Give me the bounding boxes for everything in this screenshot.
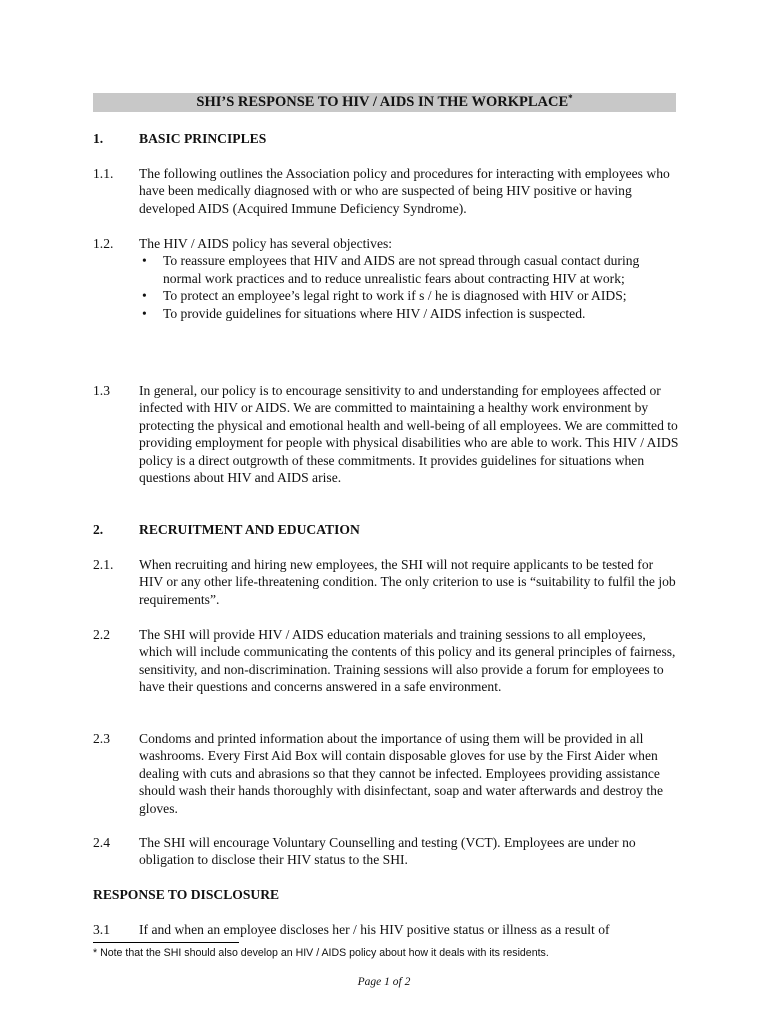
section-2-number: 2. (93, 522, 104, 537)
para-2-2-number: 2.2 (93, 627, 110, 642)
para-2-3 (139, 730, 679, 817)
objectives-list (139, 252, 679, 322)
para-3-1 (139, 921, 679, 938)
objective-item: • To protect an employee’s legal right to work if s / he is diagnosed with HIV or AIDS; (139, 287, 679, 304)
para-2-4 (139, 834, 679, 869)
para-2-1-number: 2.1. (93, 557, 114, 572)
para-2-1 (139, 556, 679, 608)
para-2-4-number: 2.4 (93, 835, 110, 850)
para-2-3-text: Condoms and printed information about the importance of using them will be provided in all washrooms. Every First Aid Box will contain disposable gloves for use by the First Aider when dealing with cuts and abrasions so that they cannot be infected. Employees providing assistance should wash their hands thoroughly with disinfectant, soap and water afterwards and destroy the gloves. (139, 731, 663, 816)
para-2-2 (139, 626, 679, 696)
objective-item: • To reassure employees that HIV and AIDS are not spread through casual contact during normal work practices and to reduce unrealistic fears about contracting HIV at work; (139, 252, 679, 287)
page-number: Page 1 of 2 (357, 976, 411, 988)
para-1-2-text: The HIV / AIDS policy has several objectives: (139, 236, 393, 251)
para-1-2-number: 1.2. (93, 236, 114, 251)
footnote-separator (93, 942, 239, 943)
para-2-2-text: The SHI will provide HIV / AIDS education materials and training sessions to all employees, which will include communicating the contents of this policy and its general principles of fairness, sensitivity, and non-discrimination. Training sessions will also provide a forum for employees to have their questions and concerns answered in a safe environment. (139, 627, 676, 695)
para-2-4-text: The SHI will encourage Voluntary Counselling and testing (VCT). Employees are under no obligation to disclose their HIV status to the SHI. (139, 835, 636, 868)
para-1-3 (139, 382, 679, 486)
para-1-3-text: In general, our policy is to encourage sensitivity to and understanding for employees affected or infected with HIV or AIDS. We are committed to maintaining a healthy work environment by protecting the physical and emotional health and well-being of all employees. We are committed to providing employment for people with physical disabilities who are able to work. This HIV / AIDS policy is a direct outgrowth of these commitments. It provides guidelines for situations when questions about HIV and AIDS arise. (139, 383, 679, 486)
para-2-3-number: 2.3 (93, 731, 110, 746)
footnote-marker: * (568, 93, 573, 103)
section-3-heading: RESPONSE TO DISCLOSURE (93, 887, 280, 902)
para-2-1-text: When recruiting and hiring new employees, the SHI will not require applicants to be tested for HIV or any other life-threatening condition. The only criterion to use is “suitability to fulfil the job requirements”. (139, 557, 676, 607)
section-2-heading: RECRUITMENT AND EDUCATION (139, 522, 360, 537)
para-1-1-text: The following outlines the Association policy and procedures for interacting with employees who have been medically diagnosed with or who are suspected of being HIV positive or having developed AIDS (Acquired Immune Deficiency Syndrome). (139, 166, 670, 216)
section-1-heading: BASIC PRINCIPLES (139, 131, 267, 146)
para-3-1-text: If and when an employee discloses her / his HIV positive status or illness as a result of (139, 922, 610, 937)
para-3-1-number: 3.1 (93, 922, 110, 937)
para-1-3-number: 1.3 (93, 383, 110, 398)
para-1-2 (139, 235, 679, 322)
objective-item: • To provide guidelines for situations where HIV / AIDS infection is suspected. (139, 305, 679, 322)
para-1-1 (139, 165, 679, 217)
footnote: * Note that the SHI should also develop an HIV / AIDS policy about how it deals with its residents. (93, 947, 549, 959)
document-title-bar (93, 93, 676, 112)
document-title: SHI’S RESPONSE TO HIV / AIDS IN THE WORKPLACE (196, 94, 569, 110)
section-1-number: 1. (93, 131, 104, 146)
para-1-1-number: 1.1. (93, 166, 114, 181)
